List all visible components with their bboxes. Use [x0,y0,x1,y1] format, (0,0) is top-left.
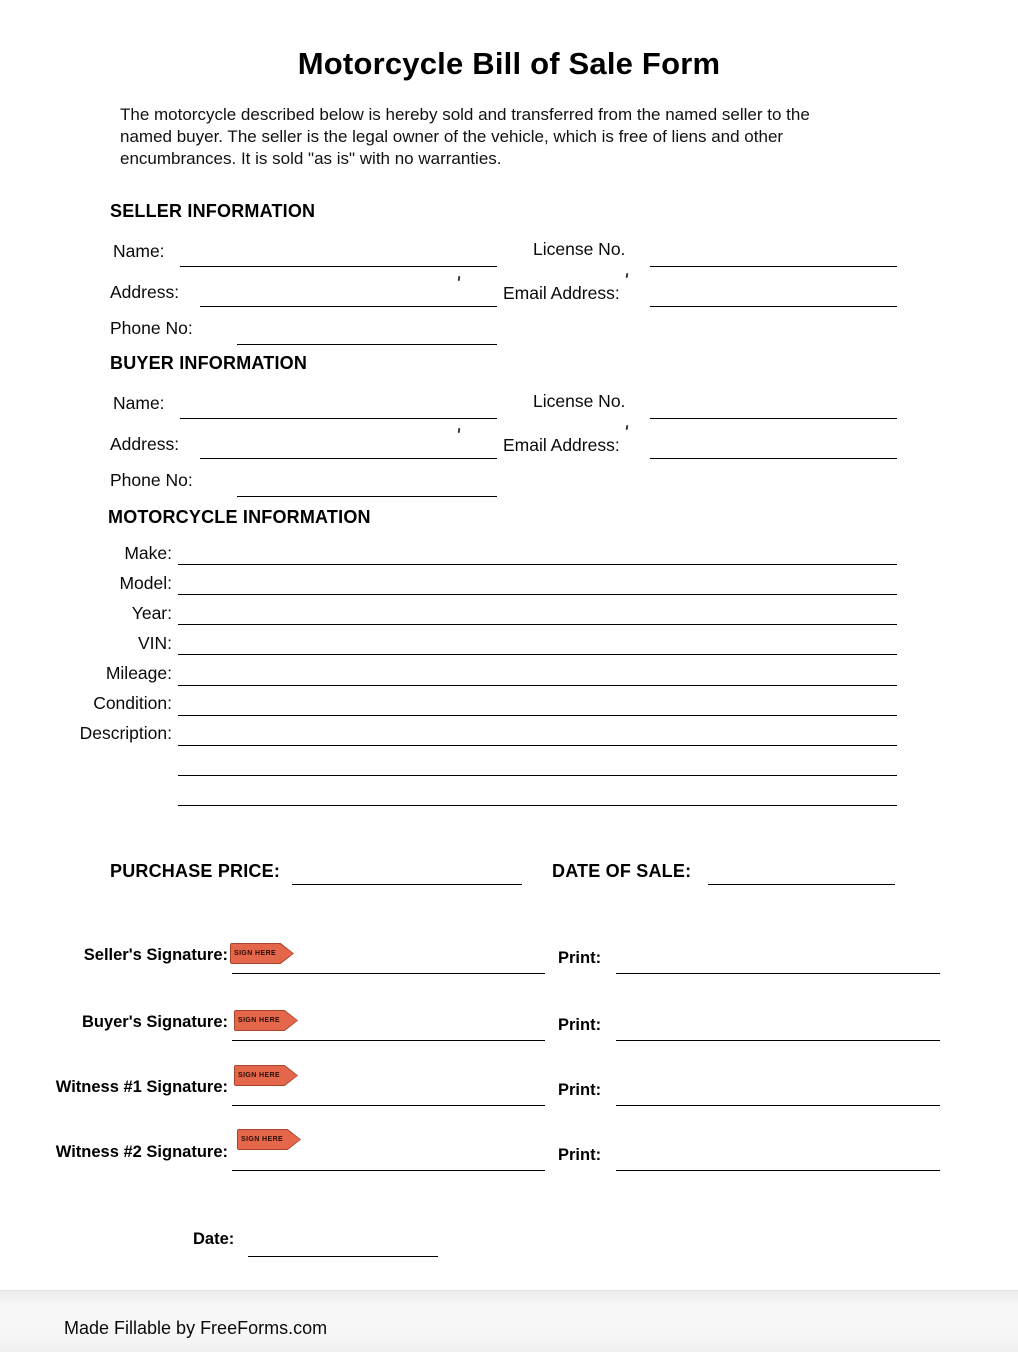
seller-signature-line[interactable] [232,973,545,974]
date-of-sale-input[interactable] [708,884,895,885]
witness2-print-label: Print: [558,1146,602,1164]
sign-here-badge[interactable] [230,943,294,964]
witness2-signature-line[interactable] [232,1170,545,1171]
sign-here-badge[interactable] [234,1010,298,1031]
seller-name-input[interactable] [180,266,497,267]
date-input[interactable] [248,1256,438,1257]
buyer-print-label: Print: [558,1016,602,1034]
mileage-label: Mileage: [105,663,172,683]
witness1-print-line[interactable] [616,1105,940,1106]
seller-print-label: Print: [558,949,602,967]
description-extra-line-2[interactable] [178,805,897,806]
buyer-name-input[interactable] [180,418,497,419]
buyer-email-label: Email Address: [503,435,620,455]
buyer-print-line[interactable] [616,1040,940,1041]
seller-phone-input[interactable] [237,344,497,345]
witness1-signature-label: Witness #1 Signature: [55,1078,228,1096]
date-of-sale-label: DATE OF SALE: [552,861,692,881]
mileage-input[interactable] [178,685,897,686]
buyer-signature-label: Buyer's Signature: [81,1013,228,1031]
witness2-signature-label: Witness #2 Signature: [55,1143,228,1161]
witness1-signature-line[interactable] [232,1105,545,1106]
sign-here-badge-text: SIGN HERE [234,950,277,957]
buyer-address-input[interactable] [200,458,497,459]
witness2-print-line[interactable] [616,1170,940,1171]
buyer-phone-label: Phone No: [110,470,193,490]
sign-here-badge-text: SIGN HERE [238,1072,281,1079]
model-input[interactable] [178,594,897,595]
buyer-phone-input[interactable] [237,496,497,497]
buyer-address-label: Address: [110,434,180,454]
seller-license-label: License No. [533,239,626,259]
buyer-section-heading: BUYER INFORMATION [110,353,308,373]
buyer-license-input[interactable] [650,418,897,419]
intro-line-1: The motorcycle described below is hereby sold and transferred from the named seller to the [120,105,810,124]
sign-here-badge-text: SIGN HERE [241,1136,284,1143]
stray-mark [458,276,461,281]
make-label: Make: [124,543,172,563]
seller-signature-label: Seller's Signature: [83,946,228,964]
intro-paragraph [120,104,810,170]
vin-label: VIN: [137,633,172,653]
description-input[interactable] [178,745,897,746]
make-input[interactable] [178,564,897,565]
seller-email-label: Email Address: [503,283,620,303]
purchase-price-input[interactable] [292,884,522,885]
description-label: Description: [79,723,172,743]
buyer-name-label: Name: [113,393,165,413]
year-input[interactable] [178,624,897,625]
condition-input[interactable] [178,715,897,716]
seller-section-heading: SELLER INFORMATION [110,201,316,221]
motorcycle-section-heading: MOTORCYCLE INFORMATION [108,507,371,527]
page-title: Motorcycle Bill of Sale Form [297,46,721,81]
date-label: Date: [193,1230,235,1248]
stray-mark [626,273,629,278]
seller-address-input[interactable] [200,306,497,307]
purchase-price-label: PURCHASE PRICE: [110,861,281,881]
buyer-signature-line[interactable] [232,1040,545,1041]
year-label: Year: [131,603,172,623]
seller-email-input[interactable] [650,306,897,307]
buyer-license-label: License No. [533,391,626,411]
model-label: Model: [119,573,172,593]
seller-name-label: Name: [113,241,165,261]
seller-license-input[interactable] [650,266,897,267]
description-extra-line-1[interactable] [178,775,897,776]
seller-print-line[interactable] [616,973,940,974]
buyer-email-input[interactable] [650,458,897,459]
sign-here-badge[interactable] [237,1129,301,1150]
intro-line-3: encumbrances. It is sold "as is" with no warranties. [120,149,502,168]
seller-phone-label: Phone No: [110,318,193,338]
witness1-print-label: Print: [558,1081,602,1099]
intro-line-2: named buyer. The seller is the legal owner of the vehicle, which is free of liens and other [120,127,784,146]
stray-mark [626,425,629,430]
sign-here-badge[interactable] [234,1065,298,1086]
stray-mark [458,428,461,433]
condition-label: Condition: [93,693,172,713]
footer-credit: Made Fillable by FreeForms.com [64,1318,328,1338]
vin-input[interactable] [178,654,897,655]
sign-here-badge-text: SIGN HERE [238,1017,281,1024]
seller-address-label: Address: [110,282,180,302]
